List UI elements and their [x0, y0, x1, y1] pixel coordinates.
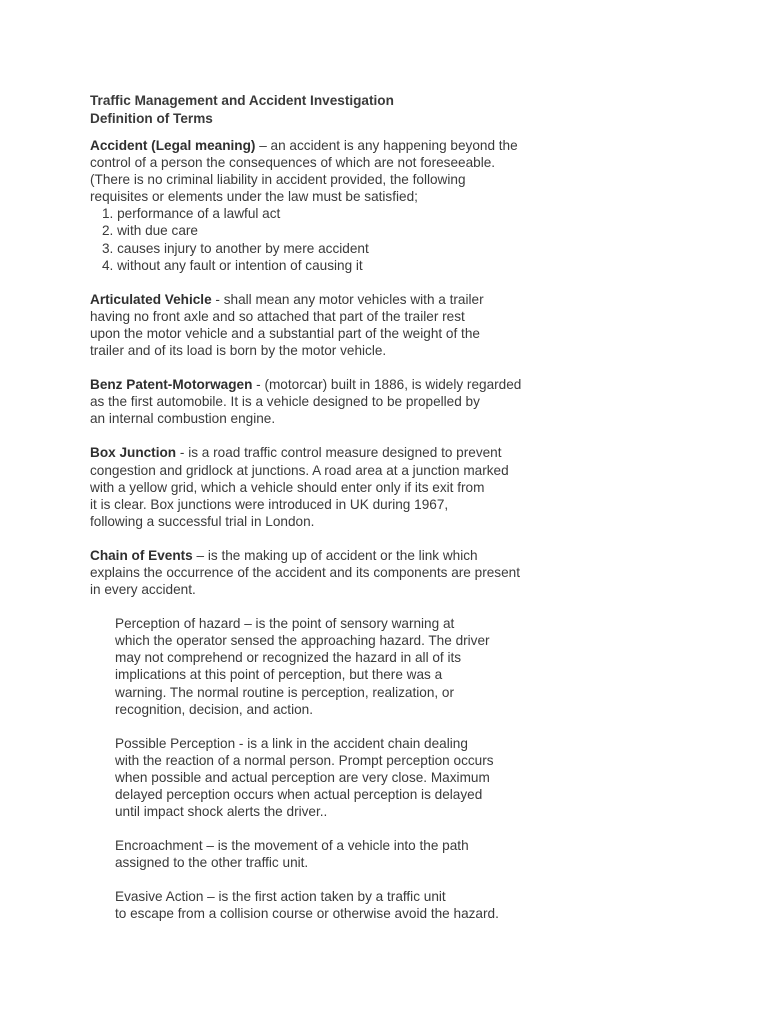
definition-text: - is a road traffic control measure designed to prevent: [176, 445, 502, 461]
list-item: 3. causes injury to another by mere accident: [102, 240, 369, 256]
definition-first-line: [90, 547, 710, 564]
term-benz-patent-motorwagen: Benz Patent-Motorwagen: [90, 377, 253, 393]
definition-text: upon the motor vehicle and a substantial part of the weight of the: [90, 325, 480, 341]
definition-text: as the first automobile. It is a vehicle designed to be propelled by: [90, 394, 480, 410]
subdefinition-text: warning. The normal routine is perception, realization, or: [115, 684, 455, 700]
subdefinition-perception-of-hazard: [115, 615, 710, 718]
subdefinition-text: with the reaction of a normal person. Prompt perception occurs: [115, 752, 494, 768]
definition-first-line: [90, 137, 710, 154]
subdefinition-possible-perception: [115, 735, 710, 820]
subdefinition-text: Evasive Action – is the first action taken by a traffic unit: [115, 889, 446, 905]
subdefinition-text: implications at this point of perception, but there was a: [115, 667, 443, 683]
list-item: 4. without any fault or intention of causing it: [102, 257, 363, 273]
term-articulated-vehicle: Articulated Vehicle: [90, 291, 212, 307]
definition-accident: [90, 137, 710, 274]
subdefinition-text: assigned to the other traffic unit.: [115, 855, 309, 871]
definition-articulated-vehicle: [90, 291, 710, 359]
definition-first-line: [90, 376, 710, 393]
subdefinition-text: delayed perception occurs when actual perception is delayed: [115, 787, 483, 802]
title-block: [90, 92, 710, 128]
definition-text: explains the occurrence of the accident and its components are present: [90, 564, 520, 580]
subdefinition-text: to escape from a collision course or otherwise avoid the hazard.: [115, 906, 499, 922]
definition-text: - (motorcar) built in 1886, is widely regarded: [252, 377, 522, 393]
term-accident: Accident (Legal meaning): [90, 138, 256, 153]
document-title: Traffic Management and Accident Investigation: [90, 93, 394, 108]
definition-text: in every accident.: [90, 582, 196, 598]
subdefinition-text: Perception of hazard – is the point of sensory warning at: [115, 616, 455, 632]
definition-text: – an accident is any happening beyond the: [255, 138, 518, 153]
definition-first-line: [90, 291, 710, 308]
requisites-list: [90, 205, 710, 273]
subdefinition-text: may not comprehend or recognized the hazard in all of its: [115, 650, 462, 666]
definition-benz-patent-motorwagen: [90, 376, 710, 427]
subdefinition-encroachment: [115, 837, 710, 871]
term-box-junction: Box Junction: [90, 445, 177, 461]
subdefinition-text: Possible Perception - is a link in the accident chain dealing: [115, 735, 468, 751]
definition-box-junction: [90, 444, 710, 529]
definition-text: having no front axle and so attached that part of the trailer rest: [90, 308, 465, 324]
definition-chain-of-events: [90, 547, 710, 598]
definition-text: it is clear. Box junctions were introduced in UK during 1967,: [90, 496, 449, 512]
definition-text: trailer and of its load is born by the motor vehicle.: [90, 343, 387, 359]
definition-text: following a successful trial in London.: [90, 513, 315, 529]
term-chain-of-events: Chain of Events: [90, 547, 193, 563]
definition-text: with a yellow grid, which a vehicle should enter only if its exit from: [90, 479, 485, 495]
subdefinition-evasive-action: [115, 888, 710, 922]
definition-first-line: [90, 444, 710, 461]
list-item: 2. with due care: [102, 223, 198, 239]
definition-text: - shall mean any motor vehicles with a trailer: [211, 291, 484, 307]
chain-components: [90, 615, 710, 922]
document-page: [90, 92, 710, 940]
subdefinition-text: until impact shock alerts the driver..: [115, 804, 328, 820]
definition-text: an internal combustion engine.: [90, 411, 276, 427]
definition-text: requisites or elements under the law must be satisfied;: [90, 189, 418, 205]
subdefinition-text: recognition, decision, and action.: [115, 701, 313, 717]
definition-text: congestion and gridlock at junctions. A road area at a junction marked: [90, 462, 509, 478]
list-item: 1. performance of a lawful act: [102, 206, 281, 222]
definition-text: control of a person the consequences of which are not foreseeable.: [90, 155, 496, 171]
subdefinition-text: Encroachment – is the movement of a vehicle into the path: [115, 838, 469, 854]
definition-text: (There is no criminal liability in accident provided, the following: [90, 172, 466, 188]
definition-text: – is the making up of accident or the link which: [192, 547, 478, 563]
document-subtitle: Definition of Terms: [90, 111, 213, 126]
subdefinition-text: when possible and actual perception are very close. Maximum: [115, 769, 490, 785]
subdefinition-text: which the operator sensed the approaching hazard. The driver: [115, 633, 490, 649]
